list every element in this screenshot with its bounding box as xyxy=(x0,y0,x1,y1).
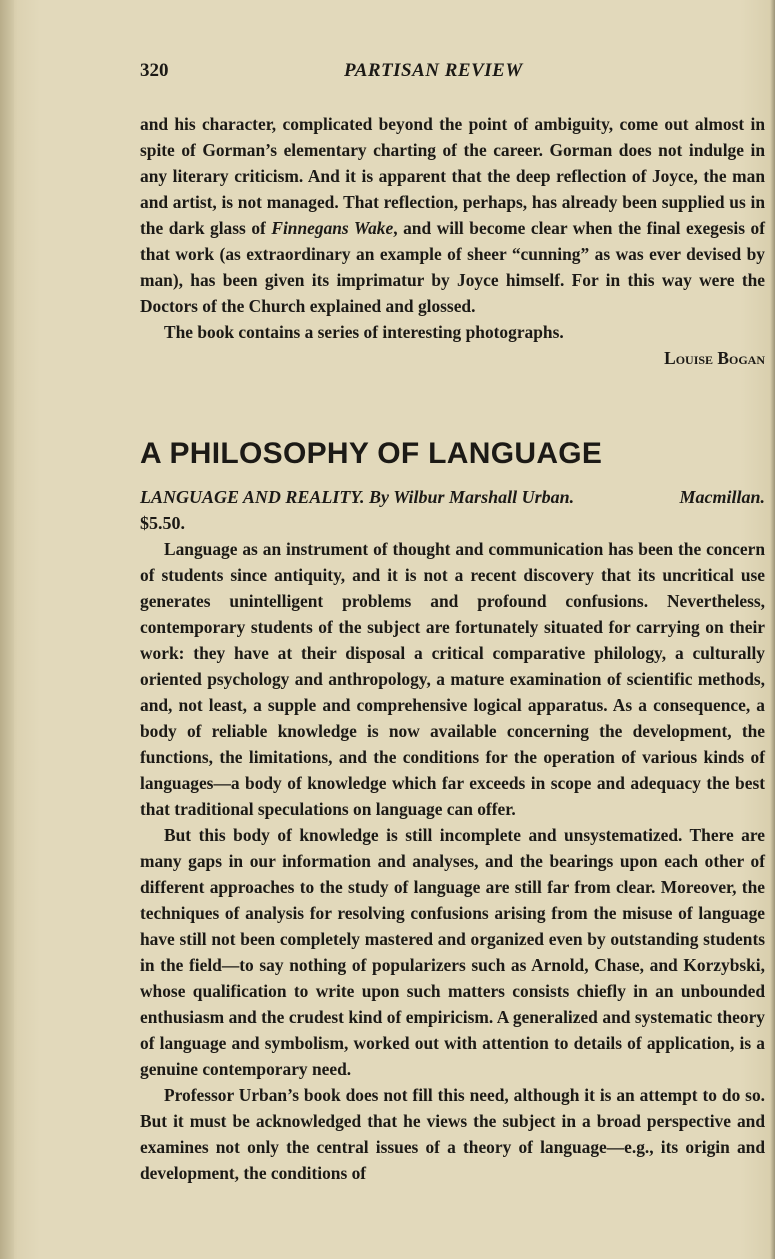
section-title: A PHILOSOPHY OF LANGUAGE xyxy=(140,437,603,470)
book-title-italic: Finnegans Wake xyxy=(271,218,394,238)
reviewer-signature: Louise Bogan xyxy=(664,348,765,368)
journal-title: PARTISAN REVIEW xyxy=(344,60,523,81)
book-price: $5.50. xyxy=(140,513,185,533)
book-publisher: Macmillan. xyxy=(679,487,765,507)
review-paragraph: The book contains a series of interesting photographs. xyxy=(164,322,564,342)
review-paragraph: But this body of knowledge is still incomplete and unsystematized. There are many gaps in our information and analyses, and the bearings upon each other of different approaches to the study of language are still far from clear. Moreover, the techniques of analysis for resolving confusions arising from the misuse of language have still not been completely mastered and organized even by outstanding students in the field—to say nothing of popularizers such as Arnold, Chase, and Korzybski, whose qualification to write upon such matters consists chiefly in an unbounded enthusiasm and the crudest kind of empiricism. A generalized and systematic theory of language and symbolism, worked out with attention to details of application, is a genuine contemporary need. xyxy=(140,825,765,1079)
running-head xyxy=(140,60,760,90)
review-bogan xyxy=(140,111,765,371)
book-author: By Wilbur Marshall Urban. xyxy=(369,487,575,507)
paragraph-text: and his character, complicated beyond the point of ambiguity, come out almost in spite of Gorman’s elementary charting of the career. Gorman does not indulge in any literary criticism. And it is apparent that the deep reflection of Joyce, the man and artist, is not managed. That reflection, perhaps, has already been supplied us in the dark glass of xyxy=(140,114,765,238)
page-spine-shadow xyxy=(0,0,14,1259)
review-paragraph: Professor Urban’s book does not fill this need, although it is an attempt to do so. But it must be acknowledged that he views the subject in a broad perspective and examines not only the central issues of a theory of language—e.g., its origin and development, the conditions of xyxy=(140,1085,765,1183)
page-number: 320 xyxy=(140,60,169,81)
paragraph-text: , and will become clear when the final exegesis of that work (as extraordinary an example of sheer “cunning” as was ever devised by man), has been given its imprimatur by Joyce himself. For in this way were the Doctors of the Church explained and glossed. xyxy=(140,218,765,316)
review-paragraph: Language as an instrument of thought and communication has been the concern of students since antiquity, and it is not a recent discovery that its uncritical use generates unintelligent problems and profound confusions. Nevertheless, contemporary students of the subject are fortunately situated for carrying on their work: they have at their disposal a critical comparative philology, a culturally oriented psychology and anthropology, a mature examination of scientific methods, and, not least, a supple and comprehensive logical apparatus. As a consequence, a body of reliable knowledge is now available concerning the development, the functions, the limitations, and the conditions for the operation of various kinds of languages—a body of knowledge which far exceeds in scope and adequacy the best that traditional speculations on language can offer. xyxy=(140,539,765,819)
book-citation xyxy=(140,484,765,536)
book-title: LANGUAGE AND REALITY. xyxy=(140,487,365,507)
review-urban xyxy=(140,536,765,1186)
review-paragraph xyxy=(140,111,765,319)
